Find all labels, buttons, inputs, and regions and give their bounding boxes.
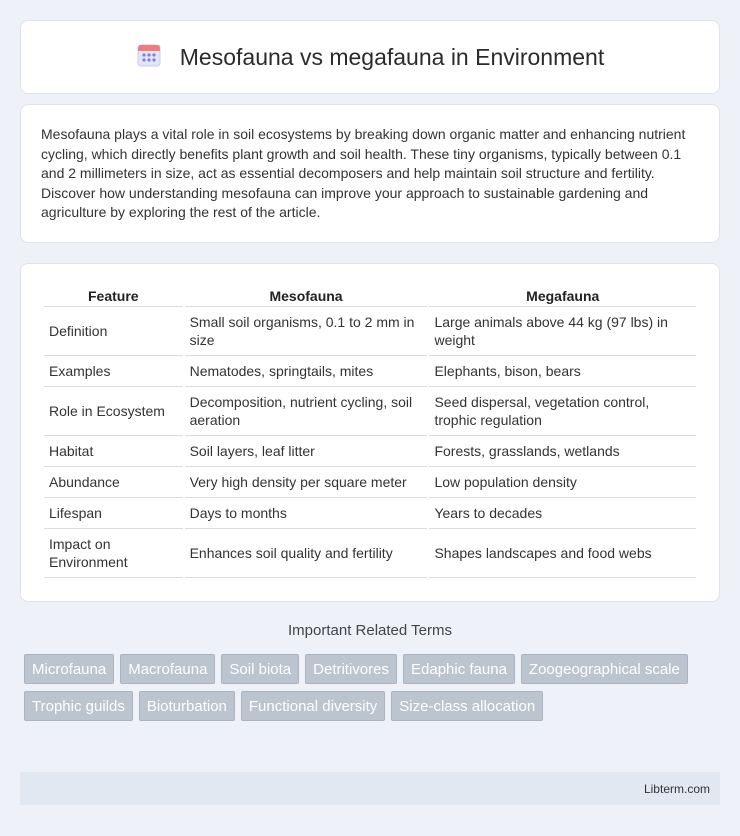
header-megafauna: Megafauna xyxy=(429,284,696,307)
table-row xyxy=(44,436,696,467)
row-feature: Examples xyxy=(44,356,183,387)
intro-paragraph: Mesofauna plays a vital role in soil ecosystems by breaking down organic matter and enhancing nutrient cycling, which directly benefits plant growth and soil health. These tiny organisms, typically between 0.1 and 2 millimeters in size, act as essential decomposers and help maintain soil structure and fertility. Discover how understanding mesofauna can improve your approach to sustainable gardening and agriculture by exploring the rest of the article. xyxy=(41,126,686,221)
related-term-tag[interactable]: Bioturbation xyxy=(139,691,235,721)
header-card xyxy=(20,20,720,94)
related-term-tag[interactable]: Size-class allocation xyxy=(391,691,543,721)
table-row xyxy=(44,467,696,498)
related-term-tag[interactable]: Zoogeographical scale xyxy=(521,654,688,684)
related-term-tag[interactable]: Macrofauna xyxy=(120,654,215,684)
related-term-tag[interactable]: Edaphic fauna xyxy=(403,654,515,684)
row-feature: Abundance xyxy=(44,467,183,498)
row-megafauna: Low population density xyxy=(429,467,696,498)
related-term-tag[interactable]: Trophic guilds xyxy=(24,691,133,721)
table-header-row xyxy=(44,284,696,307)
row-mesofauna: Nematodes, springtails, mites xyxy=(185,356,428,387)
header-mesofauna: Mesofauna xyxy=(185,284,428,307)
comparison-table xyxy=(42,284,698,578)
row-megafauna: Seed dispersal, vegetation control, trophic regulation xyxy=(429,387,696,436)
table-row xyxy=(44,387,696,436)
related-term-tag[interactable]: Soil biota xyxy=(221,654,299,684)
row-feature: Habitat xyxy=(44,436,183,467)
comparison-card xyxy=(20,263,720,602)
row-feature: Impact on Environment xyxy=(44,529,183,578)
table-row xyxy=(44,356,696,387)
row-mesofauna: Days to months xyxy=(185,498,428,529)
table-row xyxy=(44,307,696,356)
row-megafauna: Years to decades xyxy=(429,498,696,529)
page-title: Mesofauna vs megafauna in Environment xyxy=(179,43,605,70)
row-mesofauna: Enhances soil quality and fertility xyxy=(185,529,428,578)
row-mesofauna: Soil layers, leaf litter xyxy=(185,436,428,467)
row-feature: Lifespan xyxy=(44,498,183,529)
row-megafauna: Large animals above 44 kg (97 lbs) in weight xyxy=(429,307,696,356)
row-feature: Role in Ecosystem xyxy=(44,387,183,436)
header-feature: Feature xyxy=(44,284,183,307)
related-terms-list xyxy=(24,654,724,721)
related-term-tag[interactable]: Functional diversity xyxy=(241,691,385,721)
footer xyxy=(20,772,720,805)
related-terms-title: Important Related Terms xyxy=(288,622,452,639)
row-megafauna: Forests, grasslands, wetlands xyxy=(429,436,696,467)
calendar-grid-icon xyxy=(136,42,162,73)
row-mesofauna: Very high density per square meter xyxy=(185,467,428,498)
table-row xyxy=(44,529,696,578)
table-row xyxy=(44,498,696,529)
intro-card xyxy=(20,104,720,243)
row-mesofauna: Small soil organisms, 0.1 to 2 mm in size xyxy=(185,307,428,356)
row-megafauna: Shapes landscapes and food webs xyxy=(429,529,696,578)
footer-brand-link[interactable]: Libterm.com xyxy=(643,781,710,796)
row-mesofauna: Decomposition, nutrient cycling, soil aeration xyxy=(185,387,428,436)
row-megafauna: Elephants, bison, bears xyxy=(429,356,696,387)
related-term-tag[interactable]: Microfauna xyxy=(24,654,114,684)
row-feature: Definition xyxy=(44,307,183,356)
header xyxy=(136,42,604,73)
related-term-tag[interactable]: Detritivores xyxy=(305,654,397,684)
